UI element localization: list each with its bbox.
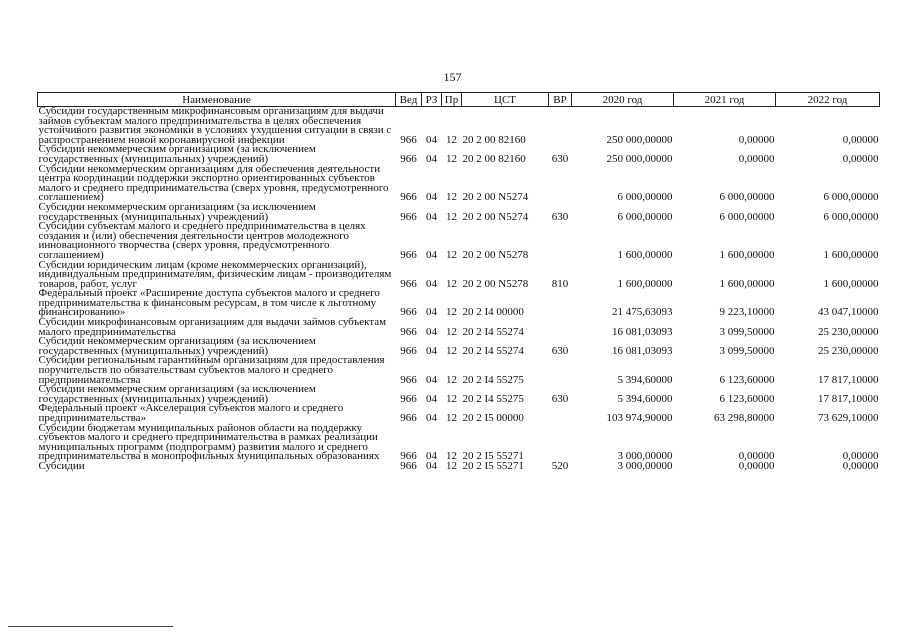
row-ved: 966 — [400, 277, 417, 290]
row-2021-amount: 9 223,10000 — [719, 306, 775, 319]
row-ved: 966 — [400, 210, 417, 223]
row-name: Субсидии — [38, 459, 85, 472]
row-vr — [549, 222, 572, 260]
row-vr: 630 — [551, 392, 569, 405]
row-ved: 966 — [400, 248, 417, 261]
row-ved: 966 — [400, 392, 417, 405]
row-2022-amount: 0,00000 — [842, 133, 879, 146]
row-pr: 12 — [446, 373, 457, 386]
row-rz: 04 — [426, 325, 437, 338]
row-2022-amount: 25 230,00000 — [818, 344, 879, 357]
row-vr: 520 — [551, 459, 569, 472]
header-cst: ЦСТ — [462, 93, 549, 107]
row-2022-amount: 1 600,00000 — [823, 248, 879, 261]
row-ved: 966 — [400, 306, 417, 319]
row-2021-amount: 1 600,00000 — [719, 248, 775, 261]
row-cst: 20 2 I4 55274 — [462, 344, 524, 357]
table-row — [38, 404, 880, 423]
row-2020-amount: 1 600,00000 — [617, 248, 673, 261]
row-2022-amount: 0,00000 — [842, 459, 879, 472]
table-row — [38, 462, 880, 472]
row-2021-amount: 3 099,50000 — [719, 325, 775, 338]
row-2020-amount: 21 475,63093 — [612, 306, 673, 319]
row-name: Субсидии некоммерческим организациям для обеспечения деятельности центра координации поддержки экспортно ориентированных субъектов малого и среднего предпринимательства (сверх уровня, предусмотренного соглашением) — [38, 162, 389, 204]
row-2022-amount: 17 817,10000 — [818, 392, 879, 405]
row-cst: 20 2 00 N5278 — [462, 277, 529, 290]
page-number: 157 — [443, 70, 462, 84]
row-pr: 12 — [446, 459, 457, 472]
table-body — [38, 107, 880, 472]
row-2020-amount: 1 600,00000 — [617, 277, 673, 290]
table-row — [38, 289, 880, 318]
row-rz: 04 — [426, 392, 437, 405]
row-vr — [549, 404, 572, 423]
row-2020-amount: 16 081,03093 — [612, 325, 673, 338]
row-2021-amount: 0,00000 — [738, 450, 775, 463]
row-rz: 04 — [426, 248, 437, 261]
header-rz: РЗ — [422, 93, 442, 107]
row-name: Субсидии бюджетам муниципальных районов области на поддержку субъектов малого и среднего предпринимательства в рамках реализации муниципальных программ (подпрограмм) развития малого и среднего предпринимательства в монопрофильных муниципальных образованиях — [38, 421, 380, 463]
row-vr — [549, 356, 572, 385]
row-rz: 04 — [426, 152, 437, 165]
table-row — [38, 222, 880, 260]
row-pr: 12 — [446, 248, 457, 261]
row-ved: 966 — [400, 412, 417, 424]
row-pr: 12 — [446, 450, 457, 463]
row-pr: 12 — [446, 277, 457, 290]
row-2021-amount: 0,00000 — [738, 459, 775, 472]
row-name: Федеральный проект «Расширение доступа субъектов малого и среднего предпринимательства к финансовым ресурсам, в том числе к льготному финансированию» — [38, 287, 380, 319]
row-2020-amount: 250 000,00000 — [606, 133, 673, 146]
row-vr: 810 — [551, 277, 569, 290]
row-rz: 04 — [426, 412, 437, 424]
row-name: Субсидии микрофинансовым организациям для выдачи займов субъектам малого предпринимательства — [38, 316, 387, 338]
row-rz: 04 — [426, 344, 437, 357]
row-2021-amount: 3 099,50000 — [719, 344, 775, 357]
row-2021-amount: 6 123,60000 — [719, 392, 775, 405]
row-rz: 04 — [426, 191, 437, 204]
header-ved: Вед — [396, 93, 422, 107]
row-2020-amount: 3 000,00000 — [617, 450, 673, 463]
row-2022-amount: 6 000,00000 — [823, 210, 879, 223]
row-name: Субсидии некоммерческим организациям (за исключением государственных (муниципальных) учреждений) — [38, 200, 316, 223]
row-cst: 20 2 00 N5278 — [462, 248, 529, 261]
row-2020-amount: 3 000,00000 — [617, 459, 673, 472]
budget-table — [37, 92, 880, 472]
row-cst: 20 2 I4 55274 — [462, 325, 524, 338]
row-pr: 12 — [446, 210, 457, 223]
row-2022-amount: 6 000,00000 — [823, 191, 879, 204]
row-pr: 12 — [446, 191, 457, 204]
row-2020-amount: 6 000,00000 — [617, 210, 673, 223]
table-row — [38, 165, 880, 203]
header-pr: Пр — [442, 93, 462, 107]
table-row — [38, 145, 880, 164]
row-vr: 630 — [551, 210, 569, 223]
row-cst: 20 2 I4 55275 — [462, 373, 524, 386]
row-pr: 12 — [446, 325, 457, 338]
row-2020-amount: 250 000,00000 — [606, 152, 673, 165]
header-2022: 2022 год — [776, 93, 880, 107]
row-name: Субсидии юридическим лицам (кроме некоммерческих организаций), индивидуальным предпринимателям, физическим лицам - производителям товаров, работ, услуг — [38, 258, 392, 290]
table-row — [38, 107, 880, 146]
row-rz: 04 — [426, 133, 437, 146]
row-vr: 630 — [551, 344, 569, 357]
row-pr: 12 — [446, 306, 457, 319]
row-rz: 04 — [426, 459, 437, 472]
row-2021-amount: 1 600,00000 — [719, 277, 775, 290]
row-vr — [549, 107, 572, 146]
header-2021: 2021 год — [674, 93, 776, 107]
row-vr — [549, 289, 572, 318]
row-vr: 630 — [551, 152, 569, 165]
row-name: Субсидии некоммерческим организациям (за исключением государственных (муниципальных) учреждений) — [38, 383, 316, 405]
row-ved: 966 — [400, 450, 417, 463]
row-2021-amount: 0,00000 — [738, 133, 775, 146]
row-2021-amount: 0,00000 — [738, 152, 775, 165]
row-cst: 20 2 I5 55271 — [462, 459, 524, 472]
table-row — [38, 424, 880, 462]
footnote-divider — [8, 626, 173, 627]
row-rz: 04 — [426, 306, 437, 319]
row-rz: 04 — [426, 210, 437, 223]
row-pr: 12 — [446, 412, 457, 424]
row-pr: 12 — [446, 392, 457, 405]
row-rz: 04 — [426, 277, 437, 290]
row-ved: 966 — [400, 459, 417, 472]
row-2022-amount: 25 230,00000 — [818, 325, 879, 338]
row-2020-amount: 103 974,90000 — [606, 412, 673, 424]
row-2022-amount: 0,00000 — [842, 450, 879, 463]
row-cst: 20 2 I4 00000 — [462, 306, 524, 319]
row-name: Федеральный проект «Акселерация субъектов малого и среднего предпринимательства» — [38, 402, 344, 424]
row-cst: 20 2 I4 55275 — [462, 392, 524, 405]
row-ved: 966 — [400, 325, 417, 338]
row-name: Субсидии региональным гарантийным организациям для предоставления поручительств по обязательствам субъектов малого и среднего предпринимательства — [38, 354, 385, 386]
header-2020: 2020 год — [572, 93, 674, 107]
row-rz: 04 — [426, 450, 437, 463]
row-cst: 20 2 I5 55271 — [462, 450, 524, 463]
header-vr: ВР — [549, 93, 572, 107]
row-ved: 966 — [400, 152, 417, 165]
row-ved: 966 — [400, 344, 417, 357]
row-pr: 12 — [446, 152, 457, 165]
row-2021-amount: 63 298,80000 — [714, 412, 775, 424]
row-pr: 12 — [446, 133, 457, 146]
table-row — [38, 261, 880, 290]
table-row — [38, 356, 880, 385]
header-name: Наименование — [38, 93, 396, 107]
row-name: Субсидии некоммерческим организациям (за исключением государственных (муниципальных) учреждений) — [38, 143, 316, 165]
row-cst: 20 2 00 N5274 — [462, 191, 529, 204]
row-2022-amount: 43 047,10000 — [818, 306, 879, 319]
row-2021-amount: 6 000,00000 — [719, 210, 775, 223]
row-name: Субсидии государственным микрофинансовым организациям для выдачи займов субъектам малого предпринимательства в целях обеспечения устойчивого развития экономики в условиях ухудшения ситуации в связи с распространением новой коронавирусной инфекции — [38, 105, 392, 146]
row-2020-amount: 5 394,60000 — [617, 392, 673, 405]
row-ved: 966 — [400, 191, 417, 204]
row-2021-amount: 6 123,60000 — [719, 373, 775, 386]
row-cst: 20 2 00 82160 — [462, 152, 526, 165]
row-vr — [549, 318, 572, 337]
row-rz: 04 — [426, 373, 437, 386]
row-2020-amount: 6 000,00000 — [617, 191, 673, 204]
row-ved: 966 — [400, 373, 417, 386]
row-name: Субсидии субъектам малого и среднего предпринимательства в целях создания и (или) обеспечения деятельности центров молодежного инновационного творчества (сверх уровня, предусмотренного соглашением) — [38, 220, 366, 261]
row-pr: 12 — [446, 344, 457, 357]
row-2022-amount: 1 600,00000 — [823, 277, 879, 290]
row-name: Субсидии некоммерческим организациям (за исключением государственных (муниципальных) учреждений) — [38, 335, 316, 357]
row-2020-amount: 16 081,03093 — [612, 344, 673, 357]
row-2022-amount: 0,00000 — [842, 152, 879, 165]
row-ved: 966 — [400, 133, 417, 146]
row-2020-amount: 5 394,60000 — [617, 373, 673, 386]
row-vr — [549, 165, 572, 203]
row-2022-amount: 17 817,10000 — [818, 373, 879, 386]
row-cst: 20 2 00 82160 — [462, 133, 526, 146]
row-cst: 20 2 I5 00000 — [462, 412, 524, 424]
row-2021-amount: 6 000,00000 — [719, 191, 775, 204]
row-cst: 20 2 00 N5274 — [462, 210, 529, 223]
row-vr — [549, 424, 572, 462]
row-2022-amount: 73 629,10000 — [818, 412, 879, 424]
